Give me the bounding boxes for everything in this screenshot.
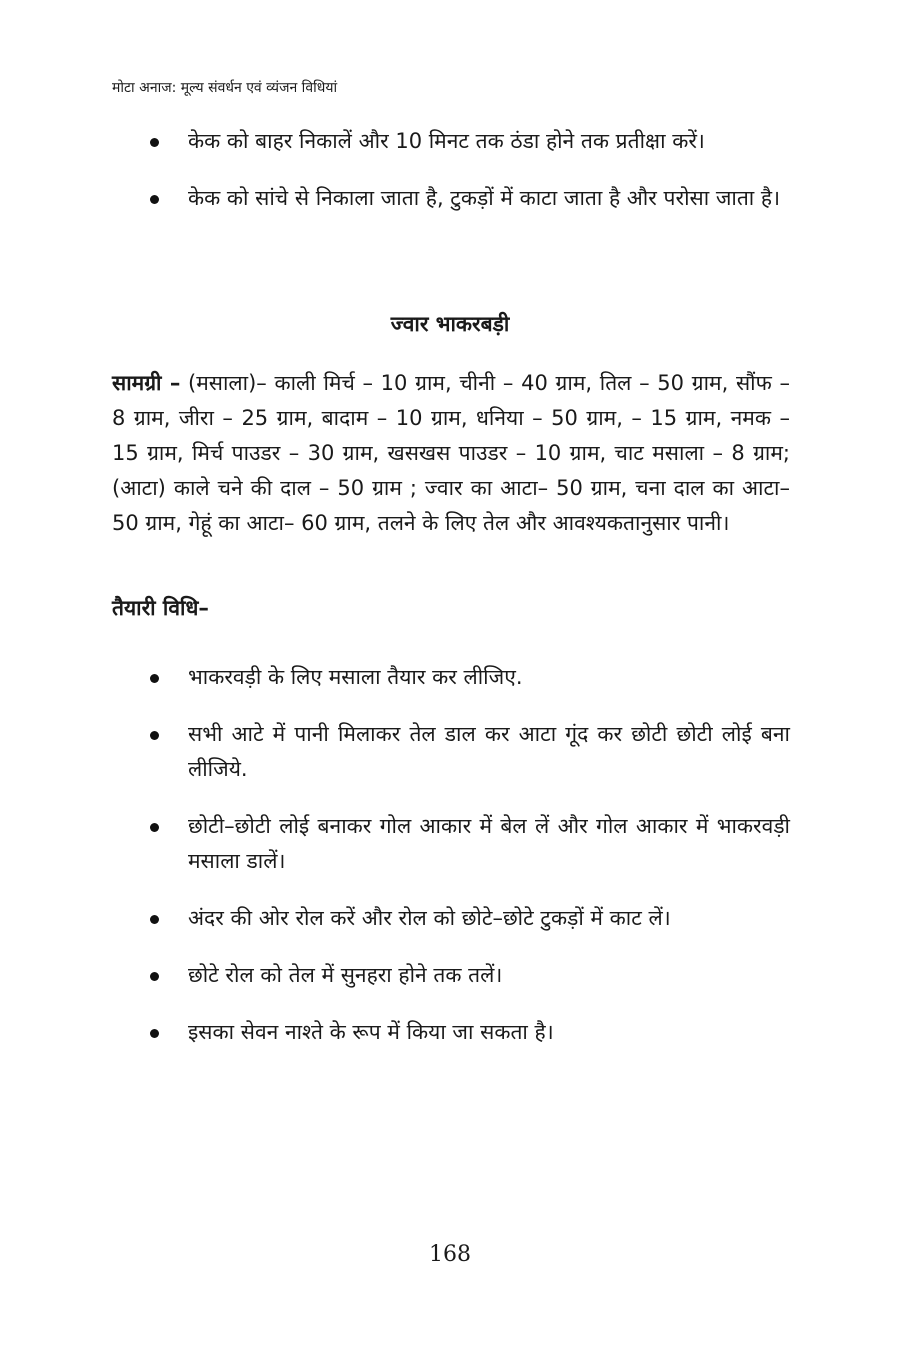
bullet-icon (150, 915, 159, 924)
list-item (150, 124, 790, 159)
step-text: सभी आटे में पानी मिलाकर तेल डाल कर आटा गूंद कर छोटी छोटी लोई बना लीजिये. (188, 722, 790, 781)
list-item (150, 809, 790, 879)
list-item (150, 1015, 790, 1050)
bullet-icon (150, 972, 159, 981)
page-number: 168 (429, 1242, 471, 1267)
bullet-icon (150, 823, 159, 832)
step-text: अंदर की ओर रोल करें और रोल को छोटे–छोटे टुकड़ों में काट लें। (188, 906, 671, 930)
ingredients-text: (मसाला)– काली मिर्च – 10 ग्राम, चीनी – 40 ग्राम, तिल – 50 ग्राम, सौंफ – 8 ग्राम, जीरा – 25 ग्राम, बादाम – 10 ग्राम, धनिया – 50 ग्राम, – 15 ग्राम, नमक – 15 ग्राम, मिर्च पाउडर – 30 ग्राम, खसखस पाउडर – 10 ग्राम, चाट मसाला – 8 ग्राम; (आटा) काले चने की दाल – 50 ग्राम ; ज्वार का आटा– 50 ग्राम, चना दाल का आटा– 50 ग्राम, गेहूं का आटा– 60 ग्राम, तलने के लिए तेल और आवश्यकतानुसार पानी। (112, 371, 790, 535)
bullet-icon (150, 1029, 159, 1038)
list-item (150, 958, 790, 993)
list-item (150, 901, 790, 936)
bullet-icon (150, 731, 159, 740)
step-text: छोटी–छोटी लोई बनाकर गोल आकार में बेल लें और गोल आकार में भाकरवड़ी मसाला डालें। (188, 814, 790, 873)
bullet-icon (150, 138, 159, 147)
step-text: केक को सांचे से निकाला जाता है, टुकड़ों में काटा जाता है और परोसा जाता है। (188, 186, 781, 210)
list-item (150, 181, 790, 216)
step-text: भाकरवड़ी के लिए मसाला तैयार कर लीजिए. (188, 665, 523, 689)
ingredients-label: सामग्री – (112, 371, 181, 395)
previous-steps-list (150, 124, 790, 216)
bullet-icon (150, 195, 159, 204)
list-item (150, 660, 790, 695)
method-steps-list (150, 660, 790, 1050)
list-item (150, 717, 790, 787)
recipe-title: ज्वार भाकरबड़ी (390, 312, 510, 336)
running-header: मोटा अनाज: मूल्य संवर्धन एवं व्यंजन विधियां (112, 80, 338, 96)
step-text: इसका सेवन नाश्ते के रूप में किया जा सकता है। (188, 1020, 554, 1044)
method-heading: तैयारी विधि– (112, 596, 209, 620)
step-text: केक को बाहर निकालें और 10 मिनट तक ठंडा होने तक प्रतीक्षा करें। (188, 129, 705, 153)
ingredients-paragraph (112, 366, 790, 541)
bullet-icon (150, 674, 159, 683)
step-text: छोटे रोल को तेल में सुनहरा होने तक तलें। (188, 963, 503, 987)
